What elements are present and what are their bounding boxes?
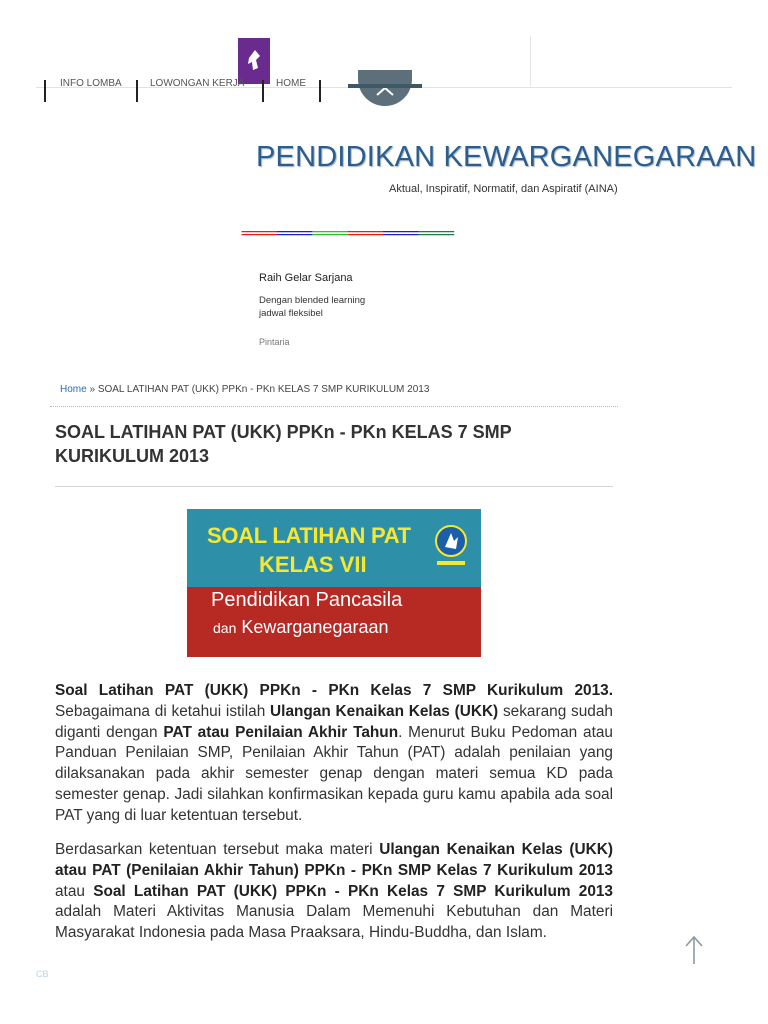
post-title: SOAL LATIHAN PAT (UKK) PPKn - PKn KELAS 7 SMP KURIKULUM 2013 <box>55 422 512 466</box>
ad-description <box>259 294 366 320</box>
breadcrumb-divider <box>50 406 618 407</box>
body-text: sekarang sudah diganti dengan <box>55 702 613 741</box>
nav-separator <box>262 80 264 102</box>
banner-line4 <box>213 617 389 638</box>
divider-segment-red: ======= <box>241 229 277 241</box>
sponsored-ad-card[interactable] <box>259 272 366 356</box>
article-paragraph <box>55 681 613 827</box>
divider-segment-blue: ======= <box>382 229 418 241</box>
ad-desc-line: Dengan blended learning <box>259 295 366 306</box>
body-text: Sebagaimana di ketahui istilah <box>55 702 271 720</box>
nav-separator <box>319 80 321 102</box>
title-divider <box>55 486 613 487</box>
banner-line1: SOAL LATIHAN PAT <box>207 523 411 548</box>
site-title[interactable]: PENDIDIKAN KEWARGANEGARAAN <box>256 141 757 173</box>
breadcrumb-home-link[interactable]: Home <box>60 384 87 395</box>
collapse-menu-button[interactable] <box>348 84 422 108</box>
bold-text: Soal Latihan PAT (UKK) PPKn - PKn Kelas 7 SMP Kurikulum 2013. <box>55 682 613 699</box>
scroll-to-top-button[interactable] <box>682 934 706 966</box>
bold-text: Ulangan Kenaikan Kelas (UKK) atau PAT (Penilaian Akhir Tahun) PPKn - PKn SMP Kelas 7 Kurikulum 2013 <box>55 841 613 879</box>
site-tagline: Aktual, Inspiratif, Normatif, dan Aspiratif (AINA) <box>389 183 618 195</box>
divider-segment-blue: ======= <box>276 229 312 241</box>
nav-separator <box>44 80 46 102</box>
corner-label: CB <box>36 969 49 979</box>
banner-line4-small: dan <box>213 620 237 636</box>
nav-separator <box>136 80 138 102</box>
breadcrumb-separator: » <box>86 384 98 395</box>
body-text: atau <box>55 882 94 900</box>
nav-item-home[interactable]: HOME <box>276 78 306 89</box>
body-text: Berdasarkan ketentuan tersebut maka materi <box>55 841 380 858</box>
school-logo-icon <box>433 523 469 569</box>
bold-text: PAT atau Penilaian Akhir Tahun <box>163 723 399 741</box>
collapse-bar <box>348 84 422 88</box>
body-text: adalah Materi Aktivitas Manusia Dalam Memenuhi Kebutuhan dan Materi Masyarakat Indonesia pada Masa Praaksara, Hindu-Buddha, dan Islam. <box>55 903 613 942</box>
nav-item-lowongan-kerja[interactable]: LOWONGAN KERJA <box>150 78 245 89</box>
strip-divider <box>530 36 531 86</box>
nav-item-info-lomba[interactable]: INFO LOMBA <box>60 78 122 89</box>
rainbow-divider <box>241 229 453 241</box>
divider-segment-green: ======= <box>311 229 348 241</box>
collapse-bubble <box>358 70 412 106</box>
divider-segment-red: ======= <box>347 229 383 241</box>
banner-line3: Pendidikan Pancasila <box>211 589 403 611</box>
divider-segment-blue: ======= <box>417 229 454 241</box>
banner-line2: KELAS VII <box>259 552 367 577</box>
bold-text: Ulangan Kenaikan Kelas (UKK) <box>270 702 499 720</box>
breadcrumb <box>60 384 429 395</box>
article-paragraph <box>55 840 613 944</box>
banner-line4-main: Kewarganegaraan <box>241 617 389 637</box>
ad-choices-icon <box>246 48 262 72</box>
ad-sponsor: Pintaria <box>259 337 290 347</box>
ad-desc-line: jadwal fleksibel <box>259 308 323 319</box>
post-banner-image <box>187 509 481 657</box>
bold-text: Soal Latihan PAT (UKK) PPKn - PKn Kelas 7 SMP Kurikulum 2013 <box>93 882 613 900</box>
body-text: . Menurut Buku Pedoman atau Panduan Penilaian SMP, Penilaian Akhir Tahun (PAT) adalah penilaian yang dilaksanakan pada akhir semester genap dengan materi semua KD pada semester genap. Jadi silahkan konfirmasikan kepada guru kamu apabila ada soal PAT yang di luar ketentuan tersebut. <box>55 723 613 824</box>
ad-title: Raih Gelar Sarjana <box>259 272 353 284</box>
arrow-up-icon <box>682 934 706 966</box>
breadcrumb-current: SOAL LATIHAN PAT (UKK) PPKn - PKn KELAS 7 SMP KURIKULUM 2013 <box>97 384 430 395</box>
